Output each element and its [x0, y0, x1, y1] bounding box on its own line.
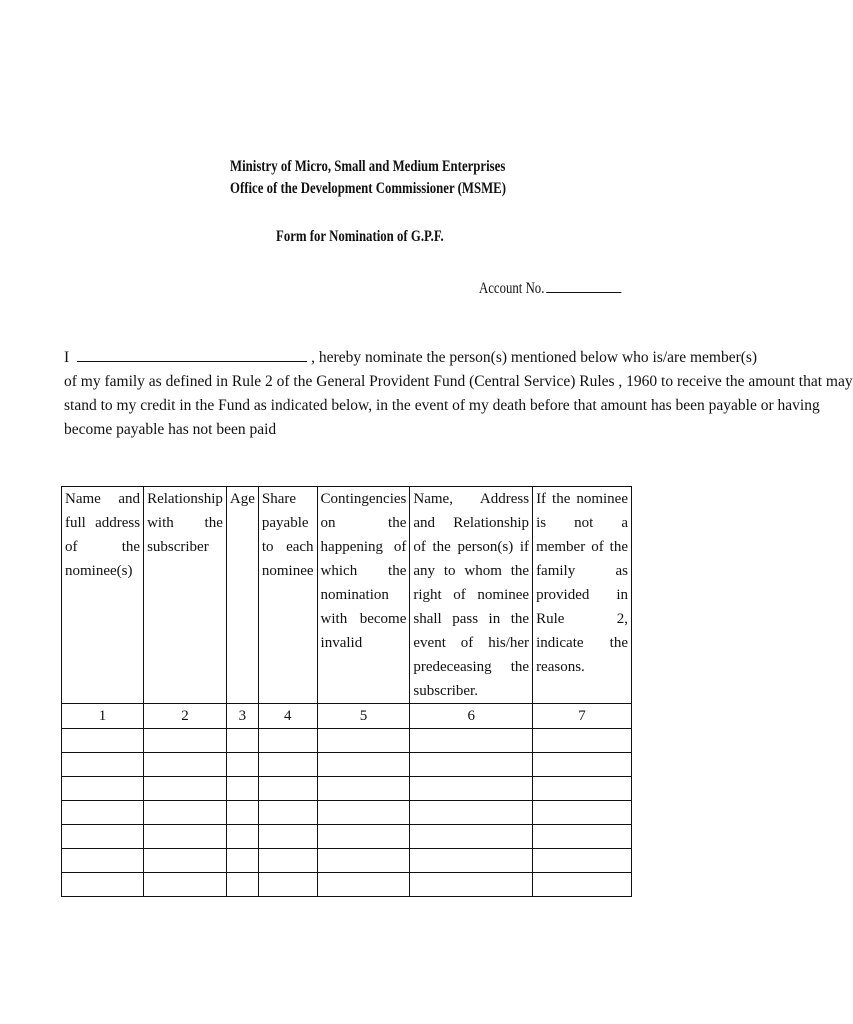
table-entry-cell[interactable] [258, 777, 317, 801]
table-entry-cell[interactable] [226, 849, 258, 873]
table-entry-cell[interactable] [317, 729, 410, 753]
table-entry-cell[interactable] [226, 753, 258, 777]
table-entry-cell[interactable] [144, 873, 227, 897]
account-label: Account No. [479, 280, 545, 297]
table-entry-cell[interactable] [533, 753, 632, 777]
table-entry-cell[interactable] [62, 753, 144, 777]
table-entry-cell[interactable] [226, 729, 258, 753]
nominee-entry-rows [62, 729, 632, 897]
column-number: 2 [144, 704, 227, 729]
table-entry-cell[interactable] [62, 873, 144, 897]
column-number: 7 [533, 704, 632, 729]
column-number: 3 [226, 704, 258, 729]
header-cell-age: Age [226, 487, 258, 704]
table-entry-cell[interactable] [317, 777, 410, 801]
account-number-field [479, 278, 621, 298]
table-row [62, 825, 632, 849]
table-entry-cell[interactable] [144, 729, 227, 753]
table-entry-cell[interactable] [533, 825, 632, 849]
table-entry-cell[interactable] [317, 801, 410, 825]
subscriber-name-blank[interactable] [77, 349, 307, 362]
account-number-blank[interactable] [546, 278, 621, 293]
table-entry-cell[interactable] [410, 825, 533, 849]
table-entry-cell[interactable] [533, 801, 632, 825]
table-entry-cell[interactable] [62, 849, 144, 873]
document-header [230, 156, 506, 200]
header-cell-contingencies: Contingencies on the happening of which the nomination with become invalid [317, 487, 410, 704]
table-entry-cell[interactable] [144, 777, 227, 801]
table-entry-cell[interactable] [410, 777, 533, 801]
table-row [62, 873, 632, 897]
ministry-name: Ministry of Micro, Small and Medium Enterprises [230, 158, 506, 175]
header-cell-nominee-name: Name and full address of the nominee(s) [62, 487, 144, 704]
declaration-paragraph [64, 346, 853, 442]
table-row [62, 729, 632, 753]
column-number-row [62, 704, 632, 729]
declaration-line-1 [64, 346, 758, 370]
table-header-row [62, 487, 632, 704]
table-entry-cell[interactable] [62, 729, 144, 753]
table-entry-cell[interactable] [226, 873, 258, 897]
table-entry-cell[interactable] [317, 753, 410, 777]
table-entry-cell[interactable] [144, 801, 227, 825]
declaration-line-1-text: , hereby nominate the person(s) mentioned below who is/are member(s) [311, 349, 758, 366]
form-title: Form for Nomination of G.P.F. [276, 228, 444, 245]
table-row [62, 849, 632, 873]
declaration-line-3: stand to my credit in the Fund as indicated below, in the event of my death before that amount has been payable or having [64, 397, 820, 414]
table-entry-cell[interactable] [144, 753, 227, 777]
table-row [62, 753, 632, 777]
office-name: Office of the Development Commissioner (MSME) [230, 180, 506, 197]
table-entry-cell[interactable] [533, 873, 632, 897]
column-number: 4 [258, 704, 317, 729]
table-row [62, 801, 632, 825]
header-cell-share: Share payable to each nominee [258, 487, 317, 704]
table-entry-cell[interactable] [258, 801, 317, 825]
nomination-table [61, 486, 632, 897]
table-entry-cell[interactable] [410, 753, 533, 777]
table-entry-cell[interactable] [533, 849, 632, 873]
header-cell-alternate-nominee: Name, Address and Relationship of the person(s) if any to whom the right of nominee shall pass in the event of his/her predeceasing the subscriber. [410, 487, 533, 704]
table-entry-cell[interactable] [258, 825, 317, 849]
table-entry-cell[interactable] [258, 753, 317, 777]
table-entry-cell[interactable] [317, 825, 410, 849]
table-entry-cell[interactable] [62, 825, 144, 849]
table-entry-cell[interactable] [258, 849, 317, 873]
table-row [62, 777, 632, 801]
header-cell-relationship: Relationship with the subscriber [144, 487, 227, 704]
table-entry-cell[interactable] [410, 849, 533, 873]
table-entry-cell[interactable] [317, 849, 410, 873]
table-entry-cell[interactable] [258, 873, 317, 897]
table-entry-cell[interactable] [62, 777, 144, 801]
table-entry-cell[interactable] [410, 729, 533, 753]
table-entry-cell[interactable] [144, 849, 227, 873]
table-entry-cell[interactable] [226, 777, 258, 801]
table-entry-cell[interactable] [144, 825, 227, 849]
table-entry-cell[interactable] [226, 825, 258, 849]
column-number: 1 [62, 704, 144, 729]
table-entry-cell[interactable] [317, 873, 410, 897]
table-entry-cell[interactable] [410, 873, 533, 897]
declaration-pronoun: I [64, 349, 70, 366]
table-entry-cell[interactable] [258, 729, 317, 753]
table-entry-cell[interactable] [533, 729, 632, 753]
table-entry-cell[interactable] [226, 801, 258, 825]
table-entry-cell[interactable] [62, 801, 144, 825]
declaration-line-2: of my family as defined in Rule 2 of the General Provident Fund (Central Service) Rules , 1960 to receive the amount that may [64, 373, 853, 390]
table-entry-cell[interactable] [533, 777, 632, 801]
table-entry-cell[interactable] [410, 801, 533, 825]
declaration-line-4: become payable has not been paid [64, 421, 277, 438]
column-number: 5 [317, 704, 410, 729]
column-number: 6 [410, 704, 533, 729]
header-cell-reasons: If the nominee is not a member of the family as provided in Rule 2, indicate the reasons. [533, 487, 632, 704]
